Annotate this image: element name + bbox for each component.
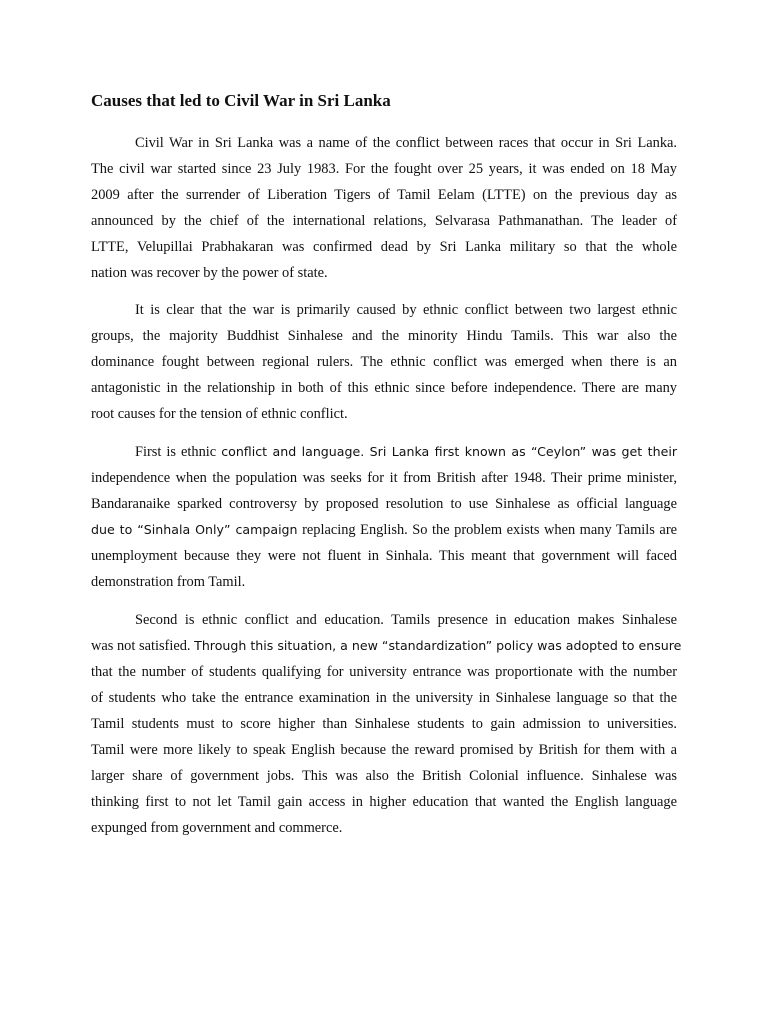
paragraph-line: Civil War in Sri Lanka was a name of the conflict between races that occur in Sri Lanka.: [135, 135, 677, 151]
paragraph-line: announced by the chief of the international relations, Selvarasa Pathmanathan. The leader of: [91, 213, 677, 229]
paragraph-line: root causes for the tension of ethnic conflict.: [91, 406, 348, 422]
paragraph-line: thinking first to not let Tamil gain access in higher education that wanted the English language: [91, 794, 677, 810]
paragraph-line: that the number of students qualifying for university entrance was proportionate with the number: [91, 664, 677, 680]
paragraph-line: Second is ethnic conflict and education. Tamils presence in education makes Sinhalese: [135, 612, 677, 628]
text-run-alt-font: Through this situation, a new “standardization” policy was adopted to ensure: [194, 638, 682, 653]
paragraph-line: [91, 633, 682, 659]
text-run: First is ethnic: [135, 444, 222, 460]
paragraph-line: 2009 after the surrender of Liberation Tigers of Tamil Eelam (LTTE) on the previous day as: [91, 187, 677, 203]
paragraph-line: Tamil students must to score higher than Sinhalese students to gain admission to universities.: [91, 716, 677, 732]
paragraph-language: [91, 439, 677, 595]
paragraph-line: of students who take the entrance examination in the university in Sinhalese language so that the: [91, 690, 677, 706]
text-run-alt-font: conflict and language. Sri Lanka first known as “Ceylon” was get their: [221, 444, 677, 459]
paragraph-line: antagonistic in the relationship in both of this ethnic since before independence. There are many: [91, 380, 677, 396]
paragraph-line: nation was recover by the power of state.: [91, 265, 328, 281]
document-title: Causes that led to Civil War in Sri Lanka: [91, 91, 391, 110]
paragraph-line: [91, 439, 677, 465]
text-run-alt-font: due to “Sinhala Only” campaign: [91, 522, 298, 537]
paragraph-line: unemployment because they were not fluent in Sinhala. This meant that government will faced: [91, 548, 677, 564]
paragraph-line: LTTE, Velupillai Prabhakaran was confirmed dead by Sri Lanka military so that the whole: [91, 239, 677, 255]
paragraph-line: larger share of government jobs. This was also the British Colonial influence. Sinhalese was: [91, 768, 677, 784]
paragraph-line: It is clear that the war is primarily caused by ethnic conflict between two largest ethnic: [135, 302, 677, 318]
paragraph-intro: [91, 130, 677, 286]
paragraph-line: Tamil were more likely to speak English because the reward promised by British for them with a: [91, 742, 677, 758]
paragraph-line: The civil war started since 23 July 1983. For the fought over 25 years, it was ended on 18 May: [91, 161, 677, 177]
text-run: was not satisfied.: [91, 638, 195, 654]
paragraph-line: dominance fought between regional rulers. The ethnic conflict was emerged when there is an: [91, 354, 677, 370]
paragraph-line: demonstration from Tamil.: [91, 574, 246, 590]
paragraph-line: independence when the population was seeks for it from British after 1948. Their prime minister,: [91, 470, 677, 486]
paragraph-line: Bandaranaike sparked controversy by proposed resolution to use Sinhalese as official language: [91, 496, 677, 512]
paragraph-line: groups, the majority Buddhist Sinhalese and the minority Hindu Tamils. This war also the: [91, 328, 677, 344]
paragraph-education: [91, 607, 682, 841]
paragraph-ethnic-conflict: [91, 297, 677, 427]
text-run: replacing English. So the problem exists when many Tamils are: [297, 522, 677, 538]
paragraph-line: expunged from government and commerce.: [91, 820, 343, 836]
paragraph-line: [91, 517, 677, 543]
